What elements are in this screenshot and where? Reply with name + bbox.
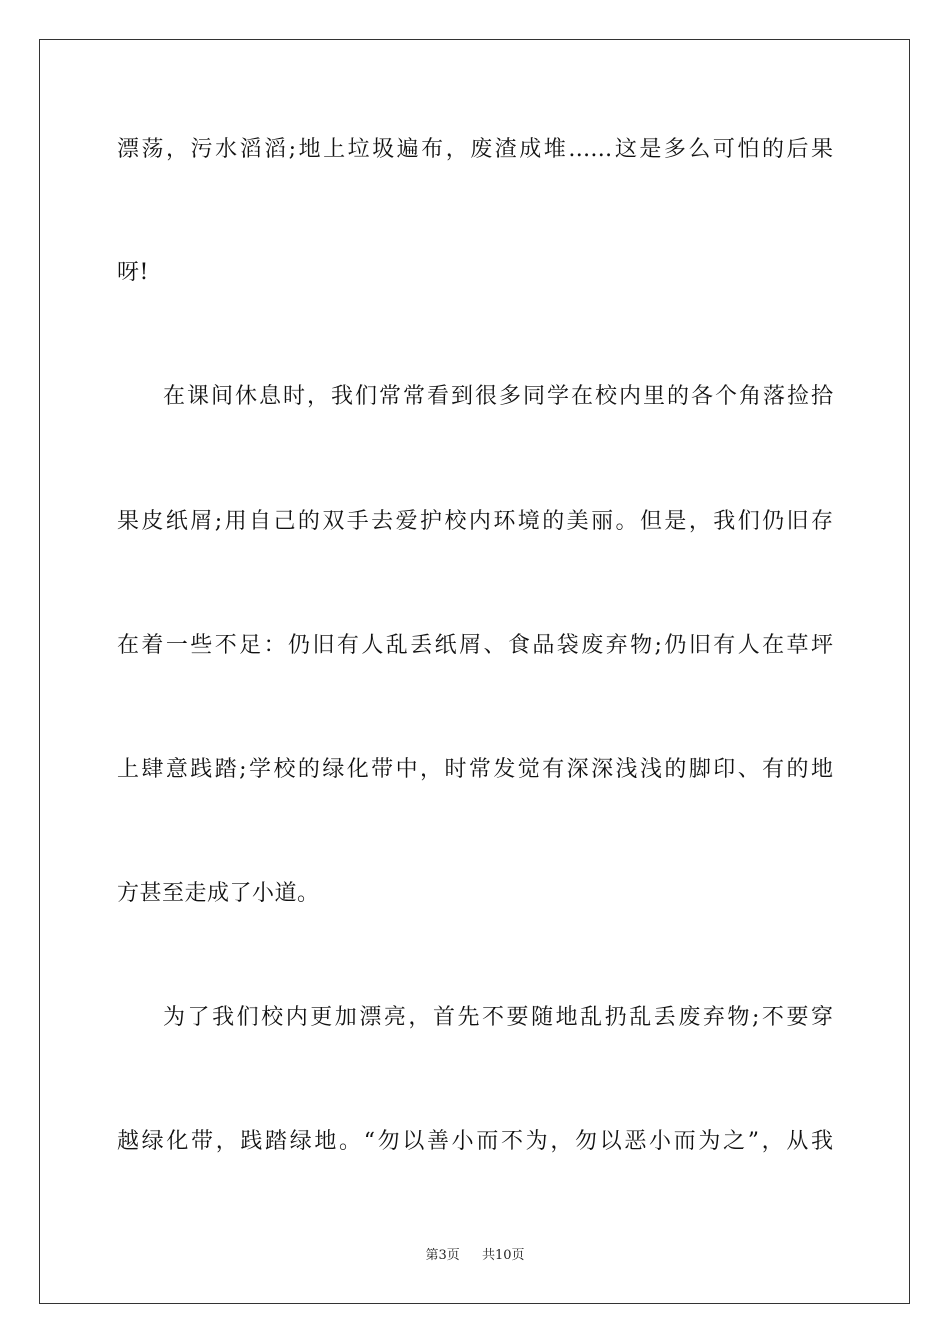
text-line-5: 在着一些不足：仍旧有人乱丢纸屑、食品袋废弃物;仍旧有人在草坪 <box>117 633 833 658</box>
text-line-3: 在课间休息时，我们常常看到很多同学在校内里的各个角落捡拾 <box>163 384 833 409</box>
text-line-4: 果皮纸屑;用自己的双手去爱护校内环境的美丽。但是，我们仍旧存 <box>117 509 833 534</box>
text-line-9: 越绿化带，践踏绿地。“勿以善小而不为，勿以恶小而为之”，从我 <box>117 1129 833 1154</box>
page-number: 第3页 <box>425 1248 460 1263</box>
text-line-8: 为了我们校内更加漂亮，首先不要随地乱扔乱丢废弃物;不要穿 <box>163 1005 833 1030</box>
text-line-1: 漂荡，污水滔滔;地上垃圾遍布，废渣成堆……这是多么可怕的后果 <box>117 137 833 162</box>
page-border <box>39 39 910 1304</box>
text-line-6: 上肆意践踏;学校的绿化带中，时常发觉有深深浅浅的脚印、有的地 <box>117 757 833 782</box>
text-line-7: 方甚至走成了小道。 <box>117 881 320 906</box>
page-total: 共10页 <box>481 1248 525 1263</box>
text-line-2: 呀! <box>117 260 149 285</box>
page-footer <box>0 1247 950 1265</box>
